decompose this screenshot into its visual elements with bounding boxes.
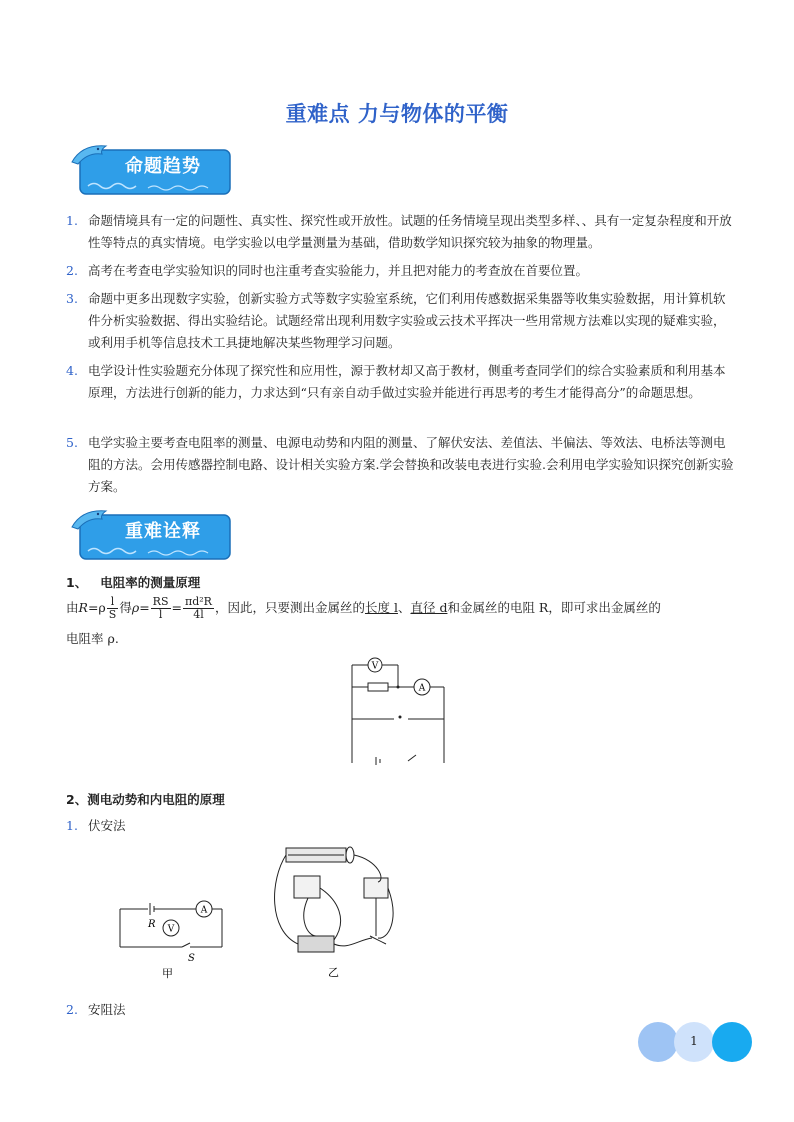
page-number-badge <box>636 1022 752 1064</box>
formula-part: 由 <box>66 600 79 615</box>
list-item-number: 5. <box>66 435 78 450</box>
list-item-text: 电学设计性实验题充分体现了探究性和应用性，源于教材却又高于教材，侧重考查同学们的综合实验素质和利用基本原理，方法进行创新的能力，力求达到“只有亲自动手做过实验并能进行再思考的考生才能得高分”的命题思想。 <box>88 363 726 400</box>
fraction-denominator: l <box>158 608 163 621</box>
fraction <box>107 596 119 621</box>
list-item-text: 命题中更多出现数字实验，创新实验方式等数字实验室系统，它们利用传感数据采集器等收集实验数据，用计算机软件分析实验数据、得出实验结论。试题经常出现利用数字实验或云技术平挥决一些用常规方法难以实现的疑难实验，或利用手机等信息技术工具捷地解决某些物理学习问题。 <box>88 291 726 350</box>
list-item-text: 命题情境具有一定的问题性、真实性、探究性或开放性。试题的任务情境呈现出类型多样、、具有一定复杂程度和开放性等特点的真实情境。电学实验以电学量测量为基础，借助数学知识探究较为抽象的物理量。 <box>88 213 732 250</box>
subsection-label <box>66 816 125 834</box>
list-item-number: 2. <box>66 263 78 278</box>
list-item-text: 高考在考查电学实验知识的同时也注重考查实验能力，并且把对能力的考查放在首要位置。 <box>88 263 589 278</box>
list-item-number: 4. <box>66 363 78 378</box>
meter-label: A <box>200 905 208 916</box>
section-heading: 2、测电动势和内电阻的原理 <box>66 792 225 807</box>
underlined-term: 直径 d <box>410 600 448 615</box>
figure-caption: 甲 <box>162 967 173 980</box>
formula-part: 得 <box>119 600 132 615</box>
voltmeter-icon <box>368 658 382 672</box>
fraction-denominator: S <box>108 608 117 621</box>
page-number: 1 <box>690 1034 698 1048</box>
switch-label: S <box>188 953 195 964</box>
subsection-number: 1. <box>66 818 78 833</box>
subsection-label <box>66 1000 125 1018</box>
figure-caption: 乙 <box>328 966 339 979</box>
list-item-number: 1. <box>66 213 78 228</box>
list-item-text: 电学实验主要考查电阻率的测量、电源电动势和内阻的测量、了解伏安法、差值法、半偏法、等效法、电桥法等测电阻的方法。会用传感器控制电路、设计相关实验方案.学会替换和改装电表进行实验.会利用电学实验知识探究创新实验方案。 <box>88 435 734 494</box>
underlined-term: 长度 l <box>364 600 398 615</box>
meter-label: V <box>167 924 175 935</box>
fraction-denominator: 4l <box>193 608 204 621</box>
ammeter-icon <box>414 679 430 695</box>
formula-var: R <box>78 600 88 615</box>
section-banner-explain <box>68 505 232 563</box>
section-heading: 1、 电阻率的测量原理 <box>66 575 201 590</box>
subsection-text: 安阻法 <box>87 1002 126 1017</box>
formula-part: 和金属丝的电阻 R，即可求出金属丝的 <box>447 600 661 615</box>
formula-part: =ρ <box>87 600 106 615</box>
banner-label: 命题趋势 <box>125 156 201 177</box>
pager-circle-right <box>712 1022 752 1062</box>
ammeter-icon <box>196 901 212 917</box>
formula-part: = <box>139 600 150 615</box>
voltmeter-icon <box>163 920 179 936</box>
formula-part: = <box>171 600 182 615</box>
fraction-numerator: πd²R <box>184 595 212 608</box>
resistor-label: R <box>148 919 156 930</box>
fraction-numerator: l <box>107 596 119 609</box>
section-banner-trend <box>68 140 232 198</box>
page-title: 重难点 力与物体的平衡 <box>285 102 509 126</box>
banner-label: 重难诠释 <box>125 521 201 542</box>
list-item-number: 3. <box>66 291 78 306</box>
formula-part: 、 <box>397 600 411 615</box>
pager-circle-left <box>638 1022 678 1062</box>
formula-part: ，因此，只要测出金属丝的 <box>214 600 365 615</box>
fraction <box>183 596 214 621</box>
formula-var: ρ <box>131 600 140 615</box>
apparatus-illustration <box>268 840 408 980</box>
subsection-text: 伏安法 <box>87 818 126 833</box>
circuit-diagram-jia <box>112 895 232 981</box>
fraction-numerator: RS <box>152 595 169 608</box>
meter-label: A <box>418 683 426 694</box>
formula-line-2: 电阻率 ρ. <box>66 631 119 646</box>
meter-label: V <box>371 661 379 672</box>
resistivity-circuit-diagram <box>340 655 460 767</box>
subsection-number: 2. <box>66 1002 78 1017</box>
fraction <box>151 596 171 621</box>
formula-line <box>66 596 746 621</box>
